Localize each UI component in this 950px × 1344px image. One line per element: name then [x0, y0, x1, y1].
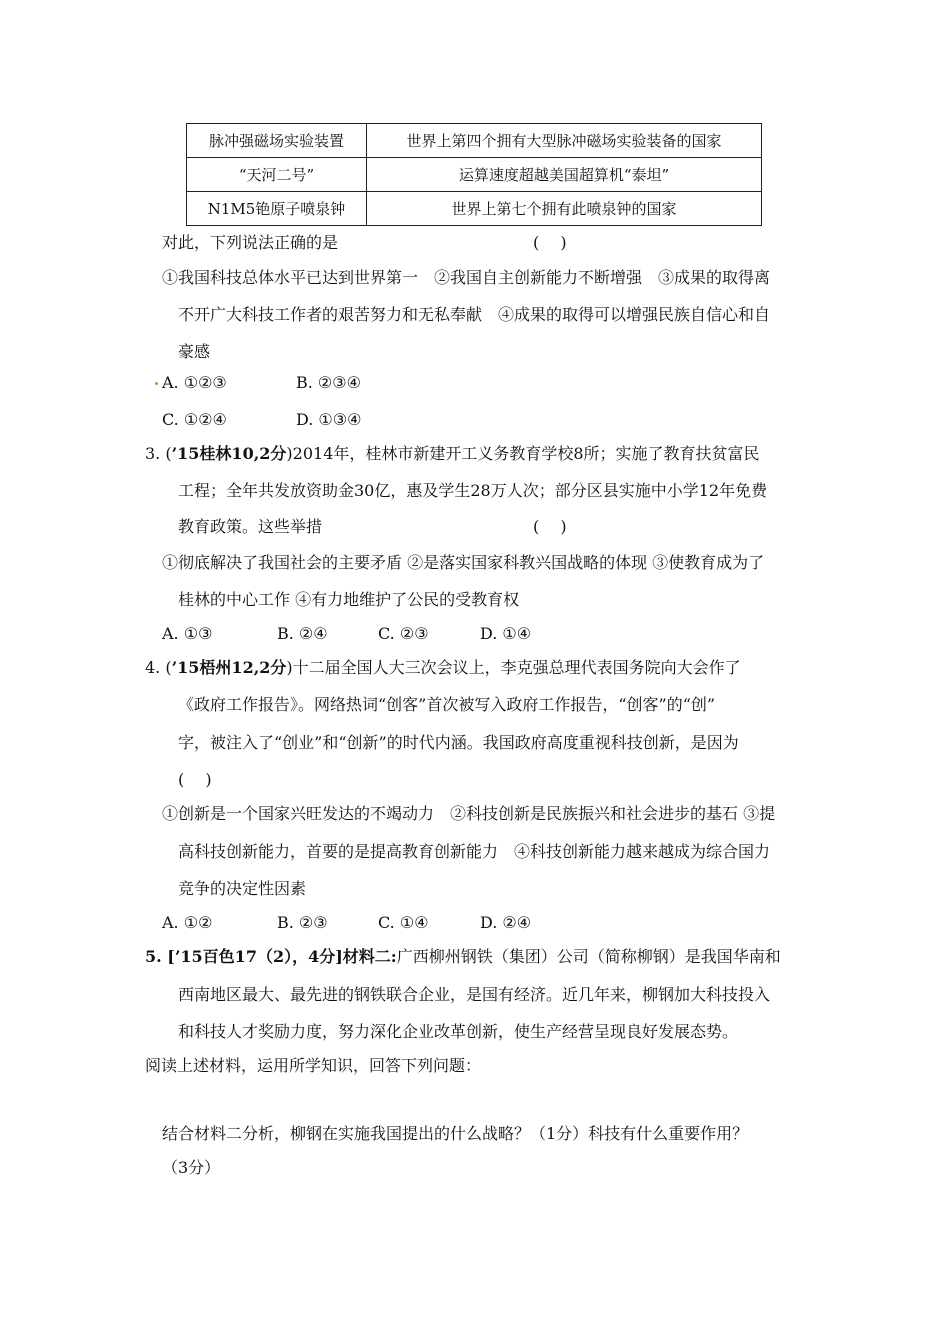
q3-source: ’15桂林10,2分 [171, 444, 287, 463]
q5-instruction: 阅读上述材料，运用所学知识，回答下列问题： [145, 1056, 482, 1075]
q4-text-line: 字，被注入了“创业”和“创新”的时代内涵。我国政府高度重视科技创新，是因为 [178, 733, 739, 752]
table-cell-item: N1M5铯原子喷泉钟 [187, 192, 367, 226]
q5-question: 结合材料二分析，柳钢在实施我国提出的什么战略？（1分）科技有什么重要作用？ [162, 1124, 749, 1143]
achievements-table [186, 123, 762, 226]
q4-choice-b: B. ②③ [277, 913, 328, 932]
q3-text-line: 工程；全年共发放资助金30亿，惠及学生28万人次；部分区县实施中小学12年免费 [178, 481, 768, 500]
q5-text-line: 西南地区最大、最先进的钢铁联合企业，是国有经济。近几年来，柳钢加大科技投入 [178, 985, 771, 1004]
table-row [187, 192, 762, 226]
q5-first-line [145, 947, 781, 967]
table-cell-item: “天河二号” [187, 158, 367, 192]
q4-answer-blank: ( ) [178, 770, 212, 789]
q4-choice-c: C. ①④ [378, 913, 429, 932]
table-cell-desc: 世界上第四个拥有大型脉冲磁场实验装备的国家 [367, 124, 762, 158]
q5-text: 广西柳州钢铁（集团）公司（简称柳钢）是我国华南和 [396, 947, 781, 966]
q3-text-line: 教育政策。这些举措 [178, 517, 323, 536]
table-cell-item: 脉冲强磁场实验装置 [187, 124, 367, 158]
q3-choice-c: C. ②③ [378, 624, 429, 643]
q5-heading: 5. [’15百色17（2），4分]材料二: [145, 947, 397, 966]
q3-choice-b: B. ②④ [277, 624, 328, 643]
q4-option-line: 竞争的决定性因素 [178, 879, 307, 898]
q4-choice-a: A. ①② [162, 913, 213, 932]
q3-choice-a: A. ①③ [162, 624, 213, 643]
q3-first-line [145, 444, 760, 464]
q2-choice-a: A. ①②③ [162, 373, 227, 392]
q3-number: 3. ( [145, 444, 172, 463]
q4-option-line: ①创新是一个国家兴旺发达的不竭动力 ②科技创新是民族振兴和社会进步的基石 ③提 [162, 804, 776, 823]
table-row [187, 158, 762, 192]
q4-source: ’15梧州12,2分 [171, 658, 287, 677]
q4-first-line [145, 658, 741, 678]
q2-choice-b: B. ②③④ [296, 373, 361, 392]
q5-text-line: 和科技人才奖励力度，努力深化企业改革创新，使生产经营呈现良好发展态势。 [178, 1022, 739, 1041]
q2-stem: 对此，下列说法正确的是 [162, 233, 339, 252]
q3-answer-blank: ( ) [533, 517, 567, 536]
q2-option-line: 不开广大科技工作者的艰苦努力和无私奉献 ④成果的取得可以增强民族自信心和自 [178, 305, 771, 324]
stray-mark [155, 382, 158, 385]
q5-score: （3分） [162, 1158, 221, 1177]
q2-option-line: ①我国科技总体水平已达到世界第一 ②我国自主创新能力不断增强 ③成果的取得离 [162, 268, 771, 287]
q3-option-line: 桂林的中心工作 ④有力地维护了公民的受教育权 [178, 590, 520, 609]
q3-option-line: ①彻底解决了我国社会的主要矛盾 ②是落实国家科教兴国战略的体现 ③使教育成为了 [162, 553, 765, 572]
q2-answer-blank: ( ) [533, 233, 567, 252]
q2-option-line: 豪感 [178, 342, 211, 361]
table-row [187, 124, 762, 158]
q2-choice-c: C. ①②④ [162, 410, 227, 429]
q2-choice-d: D. ①③④ [296, 410, 362, 429]
q4-choice-d: D. ②④ [480, 913, 532, 932]
q4-text-line: 《政府工作报告》。网络热词“创客”首次被写入政府工作报告，“创客”的“创” [178, 695, 716, 714]
q4-option-line: 高科技创新能力，首要的是提高教育创新能力 ④科技创新能力越来越成为综合国力 [178, 842, 771, 861]
q3-text: )2014年，桂林市新建开工义务教育学校8所；实施了教育扶贫富民 [286, 444, 760, 463]
q4-number: 4. ( [145, 658, 172, 677]
q4-text: )十二届全国人大三次会议上，李克强总理代表国务院向大会作了 [286, 658, 741, 677]
table-cell-desc: 世界上第七个拥有此喷泉钟的国家 [367, 192, 762, 226]
q3-choice-d: D. ①④ [480, 624, 532, 643]
table-cell-desc: 运算速度超越美国超算机“泰坦” [367, 158, 762, 192]
